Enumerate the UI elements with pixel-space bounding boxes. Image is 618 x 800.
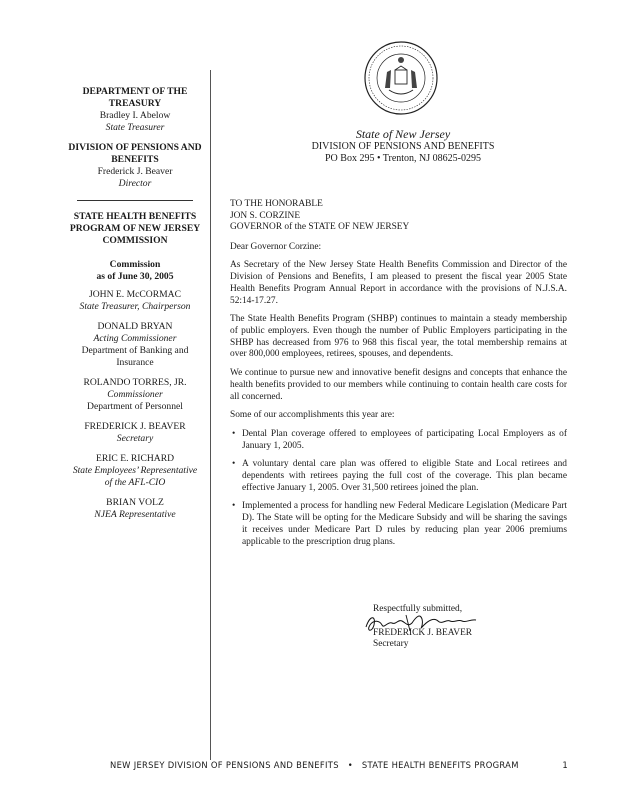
state-name: State of New Jersey	[355, 127, 451, 141]
member-name: ERIC E. RICHARD	[95, 453, 175, 464]
signature-icon	[362, 611, 480, 635]
closing-text: Respectfully submitted,	[373, 604, 463, 614]
state-seal-icon	[363, 40, 439, 116]
signer-name: FREDERICK J. BEAVER	[373, 627, 473, 638]
paragraph: We continue to pursue new and innovative benefit designs and concepts that enhance the health benefits provided to our members while continuing to contain health care costs for all concerned.	[230, 368, 567, 402]
director-title: Director	[118, 178, 152, 189]
dept-treasury: DEPARTMENT OF THE TREASURY	[82, 86, 188, 109]
list-item: • Dental Plan coverage offered to employees of participating Local Employers as of January 1, 2005.	[230, 429, 567, 452]
director-name: Frederick J. Beaver	[97, 166, 173, 177]
footer-title	[110, 760, 519, 770]
member-name: ROLANDO TORRES, JR.	[83, 377, 187, 388]
vertical-divider	[210, 70, 211, 760]
recipient-line: TO THE HONORABLE	[230, 199, 323, 209]
signer-title: Secretary	[373, 639, 409, 650]
letter-body	[230, 199, 567, 556]
recipient-line: JON S. CORZINE	[230, 210, 301, 221]
commission-label: Commission	[109, 259, 161, 270]
accomplishments-list	[230, 429, 567, 548]
member-dept: Department of Banking and Insurance	[81, 345, 189, 368]
footer-division: NEW JERSEY DIVISION OF PENSIONS AND BENEFITS	[110, 760, 339, 770]
commission-date: as of June 30, 2005	[96, 271, 174, 282]
salutation: Dear Governor Corzine:	[230, 241, 322, 252]
division-header: DIVISION OF PENSIONS AND BENEFITS	[311, 141, 495, 152]
footer-separator: •	[347, 760, 353, 770]
division-name: DIVISION OF PENSIONS AND BENEFITS	[68, 142, 202, 165]
member-title: NJEA Representative	[94, 509, 176, 520]
member-name: FREDERICK J. BEAVER	[84, 421, 186, 432]
member-name: BRIAN VOLZ	[106, 497, 164, 508]
page-number: 1	[562, 760, 568, 770]
member-title: State Employees’ Representative of the AFL-CIO	[72, 465, 198, 488]
member-name: JOHN E. McCORMAC	[89, 289, 181, 300]
recipient-line: GOVERNOR of the STATE OF NEW JERSEY	[230, 222, 410, 233]
paragraph: The State Health Benefits Program (SHBP) continues to maintain a steady membership of public employers. Even though the number of Public Employers participating in the SHBP has decreased from 976 to 968 this fiscal year, the total membership remains at over 800,000 employees, retirees, spouses, and dependents.	[230, 314, 567, 360]
treasurer-name: Bradley I. Abelow	[99, 110, 171, 121]
paragraph: As Secretary of the New Jersey State Health Benefits Commission and Director of the Division of Pensions and Benefits, I am pleased to present the fiscal year 2005 State Health Benefits Program Annual Report in accordance with the provisions of N.J.S.A. 52:14-17.27.	[230, 260, 567, 306]
address: PO Box 295 • Trenton, NJ 08625-0295	[324, 153, 482, 164]
member-name: DONALD BRYAN	[97, 321, 173, 332]
sidebar-divider	[77, 200, 193, 201]
list-item: • A voluntary dental care plan was offered to eligible State and Local retirees and dependents with retirees paying the full cost of the coverage. This plan became effective January 1, 2005. Over 31,500 retirees joined the plan.	[230, 459, 567, 494]
commission-title: STATE HEALTH BENEFITS PROGRAM OF NEW JERSEY COMMISSION	[69, 211, 201, 246]
paragraph: Some of our accomplishments this year are:	[230, 410, 395, 421]
member-dept: Department of Personnel	[87, 401, 183, 412]
footer-program: STATE HEALTH BENEFITS PROGRAM	[361, 760, 519, 770]
treasurer-title: State Treasurer	[105, 122, 165, 133]
list-item: • Implemented a process for handling new Federal Medicare Legislation (Medicare Part D). The State will be opting for the Medicare Subsidy and will be sharing the savings it receives under Medicare Part D rules by reducing plan year 2006 premiums applicable to the prescription drug plans.	[230, 501, 567, 548]
sidebar	[60, 86, 210, 529]
recipient-block	[230, 199, 567, 234]
letterhead	[288, 128, 518, 165]
member-title: Secretary	[116, 433, 154, 444]
member-title: State Treasurer, Chairperson	[79, 301, 191, 312]
member-title: Commissioner	[107, 389, 163, 400]
member-title: Acting Commissioner	[93, 333, 177, 344]
